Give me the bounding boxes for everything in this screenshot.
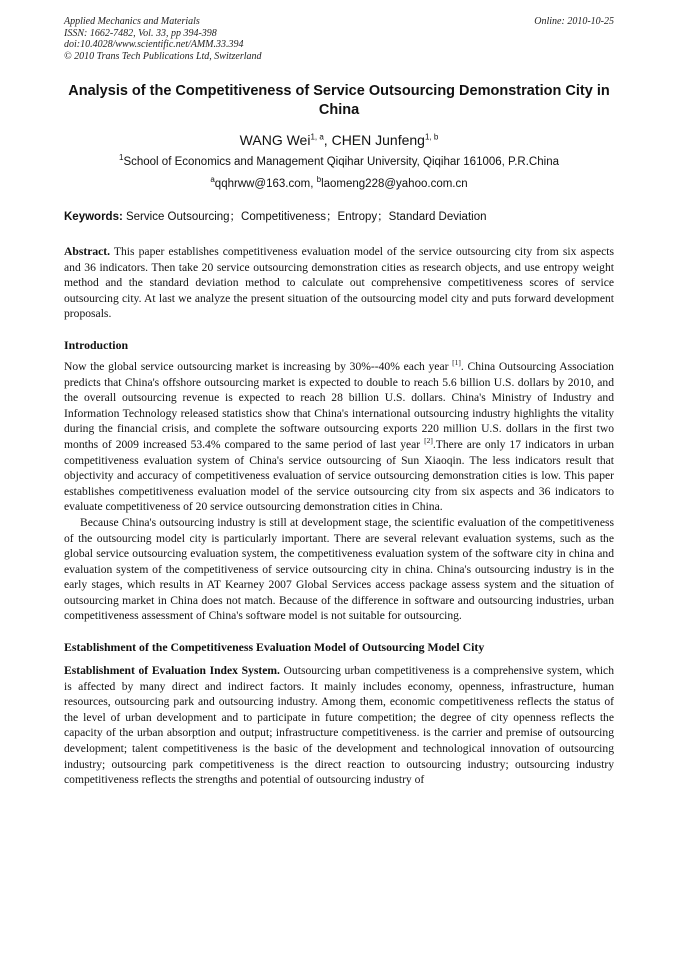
affiliation-text: School of Economics and Management Qiqihar University, Qiqihar 161006, P.R.China bbox=[123, 156, 559, 168]
keywords bbox=[64, 210, 614, 225]
email-line bbox=[64, 177, 614, 192]
author-separator: , bbox=[323, 132, 332, 148]
author-1-name: WANG Wei bbox=[239, 132, 311, 148]
author-2-name: CHEN Junfeng bbox=[331, 132, 425, 148]
subsection-label: Establishment of Evaluation Index System. bbox=[64, 664, 280, 678]
online-date: Online: 2010-10-25 bbox=[534, 16, 614, 27]
intro-p1-part-c: .There are only 17 indicators in urban competitiveness evaluation system of China's service outsourcing of Sun Xiaoqin. The less indicators result that objectivity and accuracy of competitiveness evaluation of service outsourcing demonstration cities is low. This paper establishes competitiveness evaluation model of the service outsourcing city from six aspects and 36 indicators to evaluate competitiveness of 20 service outsourcing demonstration cities in China. bbox=[64, 437, 615, 514]
author-2-sup: 1, b bbox=[424, 132, 439, 142]
abstract-label: Abstract. bbox=[64, 245, 111, 258]
journal-header bbox=[64, 16, 614, 62]
abstract-text: This paper establishes competitiveness evaluation model of the service outsourcing city from six aspects and 36 indicators. Then take 20 service outsourcing demonstration cities as research objects, and use entropy weight method and the standard deviation method to calculate out comprehensive competitiveness scores of service outsourcing city. At last we analyze the present situation of the outsourcing model city and puts forward development proposals. bbox=[64, 245, 614, 321]
keywords-text: Service Outsourcing；Competitiveness；Entropy；Standard Deviation bbox=[122, 211, 487, 223]
email-a-sup: a bbox=[210, 175, 215, 185]
doi-line: doi:10.4028/www.scientific.net/AMM.33.394 bbox=[64, 39, 244, 50]
abstract bbox=[64, 244, 614, 322]
section-2-heading: Establishment of the Competitiveness Evaluation Model of Outsourcing Model City bbox=[64, 640, 485, 655]
section-2-paragraph-1 bbox=[64, 663, 614, 788]
intro-p1-part-a: Now the global service outsourcing market is increasing by 30%--40% each year bbox=[64, 359, 453, 373]
intro-p1-part-b: . China Outsourcing Association predicts that China's offshore outsourcing market is expected to double to reach 5.6 billion U.S. dollars by 2010, and the overall outsourcing revenue is expected to reach 28 billion U.S. dollars. China's Ministry of Industry and Information Technology released statistics show that China's international outsourcing industry highlights the vitality during the financial crisis, and complete the software outsourcing exports 220 million U.S. dollars in the first two months of 2009 increased 53.4% compared to the same period of last year bbox=[64, 359, 614, 451]
copyright-line: © 2010 Trans Tech Publications Ltd, Switzerland bbox=[64, 50, 262, 62]
email-b-sup: b bbox=[316, 175, 322, 185]
introduction-paragraph-2: Because China's outsourcing industry is still at development stage, the scientific evaluation of the competitiveness of the outsourcing model city is particularly important. There are several relevant evaluation systems, such as the global service outsourcing evaluation system, the competitiveness evaluation system of the software city in china and evaluation system of the competitiveness of service outsourcing city in china. China's outsourcing industry is in the early stages, which results in AT Kearney 2007 Global Services access package assess system and the situation of outsourcing market in China does not match. Because of the difference in software and outsourcing industries, urban competitiveness assessment of China's software model is not suitable for outsourcing. bbox=[64, 515, 614, 623]
paper-title: Analysis of the Competitiveness of Service Outsourcing Demonstration City in China bbox=[68, 83, 610, 118]
affiliation bbox=[64, 155, 614, 170]
introduction-paragraph-1 bbox=[64, 359, 614, 515]
email-b: laomeng228@yahoo.com.cn bbox=[321, 178, 468, 190]
introduction-heading: Introduction bbox=[64, 337, 129, 352]
reference-2-marker: [2] bbox=[424, 436, 433, 446]
issn-line: ISSN: 1662-7482, Vol. 33, pp 394-398 bbox=[64, 27, 217, 39]
keywords-label: Keywords: bbox=[64, 211, 123, 223]
journal-name: Applied Mechanics and Materials bbox=[64, 16, 200, 27]
affiliation-sup: 1 bbox=[119, 153, 124, 163]
author-1-sup: 1, a bbox=[310, 132, 324, 142]
section-2-p1-text: Outsourcing urban competitiveness is a comprehensive system, which is affected by many direct and indirect factors. It mainly includes economy, openness, infrastructure, human resources, outsourcing park and outsourcing industry. Among them, economic competitiveness reflects the status of the level of urban development and to participate in future competition; the degree of city openness reflects the capacity of the urban absorption and output; infrastructure competitiveness. is the carrier and premise of outsourcing development; talent competitiveness is the basic of the development and technological innovation of outsourcing industry; outsourcing park competitiveness is the direct reaction to outsourcing industry; outsourcing industry competitiveness reflects the strengths and potential of outsourcing industry of bbox=[64, 664, 614, 787]
email-a: qqhrww@163.com, bbox=[214, 178, 317, 190]
author-line bbox=[64, 131, 614, 149]
reference-1-marker: [1] bbox=[452, 358, 461, 368]
